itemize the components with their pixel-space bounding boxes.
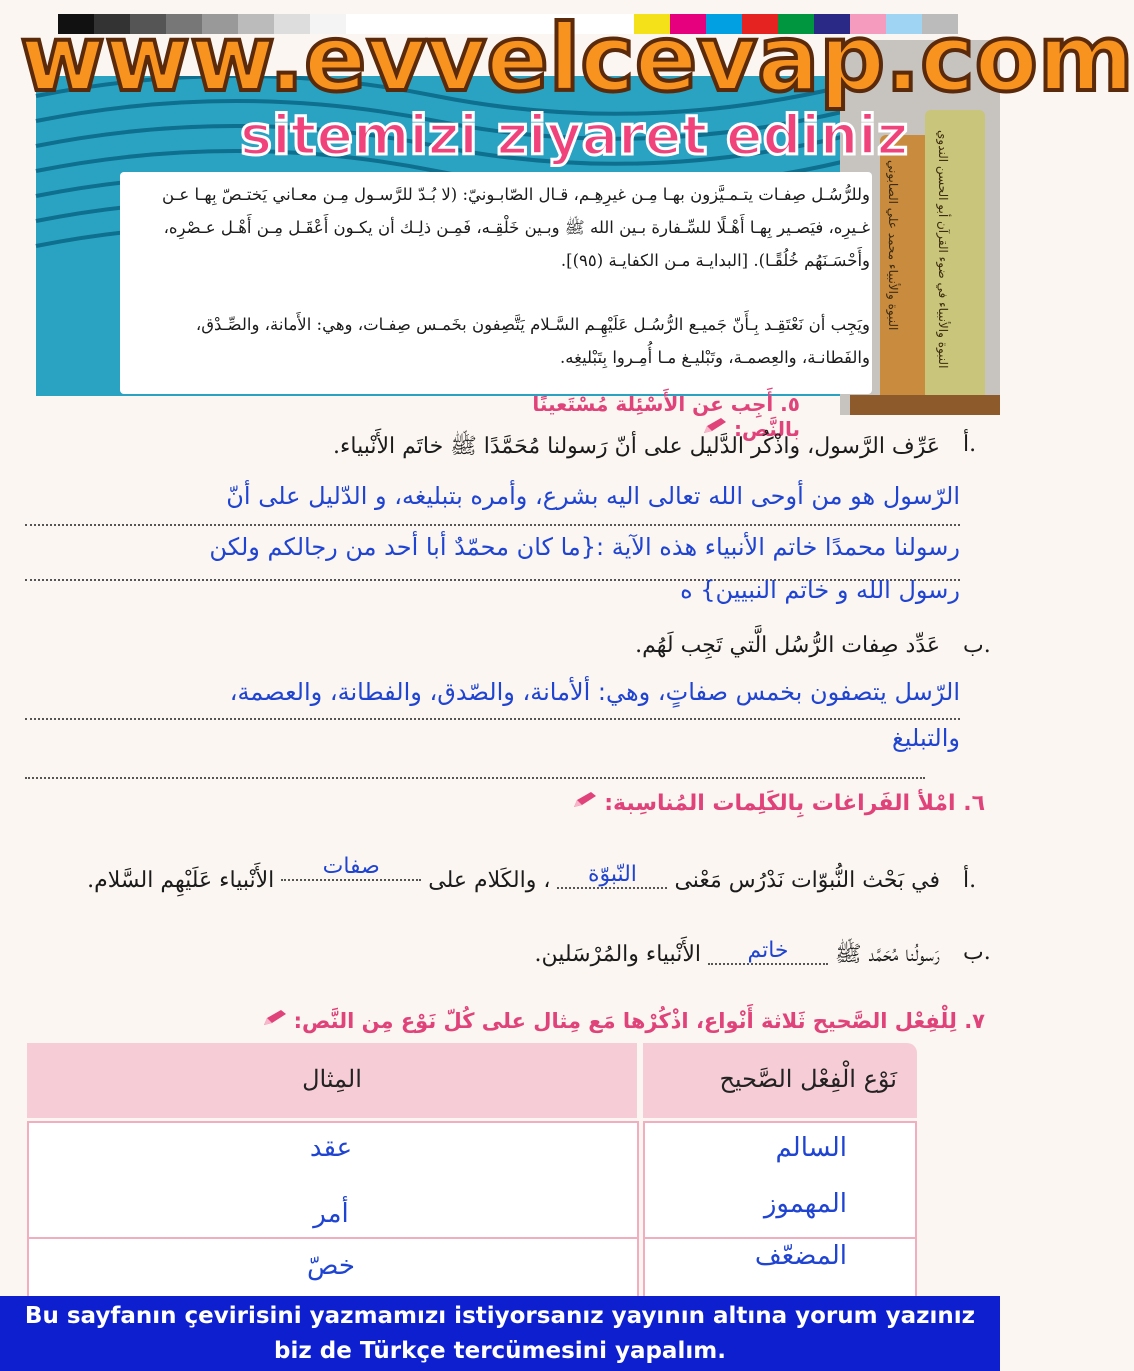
- sentence-part: الأَنْبياء والمُرْسَلين.: [534, 942, 701, 967]
- site-url-logo: www.evvelcevap.com: [20, 5, 1134, 112]
- blank-answer: خاتم: [747, 938, 789, 963]
- footer-banner: [0, 1296, 1000, 1371]
- question-title: ٧. لِلْفِعْل الصَّحيح ثَلاثة أَنْواع، اذْكُرْها مَع مِثال على كُلّ نَوْع مِن النَّص:: [293, 1009, 985, 1033]
- column-header-example: المِثال: [302, 1065, 362, 1093]
- column-header-type: نَوْع الْفِعْل الصَّحيح: [719, 1065, 897, 1093]
- shelf-icon: [850, 395, 1000, 415]
- answer-line: رسولنا محمدًا خاتم الأنبياء هذه الآية :{ما كان محمّدٌ أبا أحد من رجالكم ولكن: [209, 533, 960, 561]
- visit-site-slogan: sitemizi ziyaret ediniz: [240, 104, 909, 167]
- question-6b-sentence: [200, 940, 940, 972]
- question-label: ب.: [963, 940, 991, 965]
- question-6a-sentence: [10, 854, 940, 895]
- intro-paragraph: ويَجِب أن نَعْتَقِـد بِـأَنّ جَميـع الرُّسُـل عَلَيْهِـم السَّـلام يَتَّصِفون بخَمـس صِفـات، وهي: الأَمانة، والصِّـدْق، والفَطانـة، والعِصمـة، وتَبْليـغ مـا أُمِـروا بِتَبْليغِه.: [195, 315, 870, 367]
- question-6-heading: [500, 790, 985, 816]
- blank-answer: النّبوّة: [587, 862, 637, 887]
- question-label: ب.: [963, 633, 991, 658]
- question-5b-text: عَدِّد صِفات الرُّسُل الَّتي تَجِب لَهُم.: [635, 633, 940, 658]
- sentence-part: ، والكَلام على: [428, 868, 551, 893]
- example-cell: أمر: [313, 1199, 349, 1229]
- answer-line: والتبليغ: [891, 724, 960, 752]
- book-spine-title: النبوة والأنبياء محمد علي الصابوني: [886, 160, 900, 331]
- answer-rule: [25, 777, 925, 779]
- question-5a-text: عَرِّف الرَّسول، واذْكُر الدَّليل على أنّ رَسولنا مُحَمَّدًا ﷺ خاتَم الأَنْبياء.: [333, 434, 940, 459]
- verb-types-table: [27, 1043, 917, 1301]
- footer-line: biz de Türkçe tercümesini yapalım.: [274, 1338, 726, 1364]
- verb-type-cell: السالم: [775, 1133, 847, 1163]
- fill-blank[interactable]: [708, 938, 828, 965]
- book-spine-title: النبوة والأنبياء في ضوء القرآن أبو الحسن الندوي: [936, 130, 950, 369]
- question-label: أ.: [963, 432, 977, 457]
- question-title: ٥. أَجِب عن الأَسْئِلة مُسْتَعينًا بالنَّص:: [532, 392, 800, 441]
- example-cell: عقد: [309, 1133, 353, 1163]
- verb-type-cell: المضعّف: [754, 1241, 847, 1271]
- question-title: ٦. امْلأ الفَراغات بِالكَلِمات المُناسِبة:: [604, 791, 985, 816]
- fill-blank[interactable]: [281, 854, 421, 881]
- answer-line: رسول الله و خاتم النبيين} ه: [680, 576, 960, 604]
- question-7-heading: [220, 1008, 985, 1033]
- example-cell: خصّ: [307, 1251, 355, 1281]
- answer-line: الرّسل يتصفون بخمس صفاتٍ، وهي: ألأمانة، والصّدق، والفطانة، والعصمة،: [229, 678, 960, 706]
- blank-answer: صفات: [322, 854, 380, 879]
- pencil-icon: [571, 790, 599, 810]
- answer-line: الرّسول هو من أوحى الله تعالى اليه بشرع، وأمره بتبليغه، و الدّليل على أنّ: [226, 482, 960, 510]
- question-label: أ.: [963, 868, 977, 893]
- sentence-part: الأَنْبياء عَلَيْهِم السَّلام.: [87, 868, 275, 893]
- verb-type-cell: المهموز: [763, 1189, 847, 1219]
- footer-line: Bu sayfanın çevirisini yazmamızı istiyorsanız yayının altına yorum yazınız: [24, 1303, 976, 1329]
- sentence-part: رَسولُنا مُحَمَّد ﷺ: [834, 942, 940, 967]
- fill-blank[interactable]: [557, 862, 667, 889]
- pencil-icon: [261, 1008, 289, 1028]
- intro-paragraph: وللرُّسُـل صِفـات يتـمـيَّزون بهـا مِـن غيرِهِـم، قـال الصّابـونيّ: (لا بُـدّ للرَّسـول مِـن معـاني يَختـصّ بِهـا عـن غـيرِه، فيَصـير بِهـا أَهْـلًا للسِّـفارة بـين الله ﷺ وبـين خَلْقِـه، فَمِـن ذلِـك أن يكـون أَعْقَـل مِـن أَهْـل عـصْرِه، وأَحْسَـنَهُم خُلُقًـا). [البدايـة مـن الكفايـة (٩٥)].: [162, 185, 870, 270]
- sentence-part: في بَحْث النُّبوّات نَدْرُس مَعْنى: [674, 868, 940, 893]
